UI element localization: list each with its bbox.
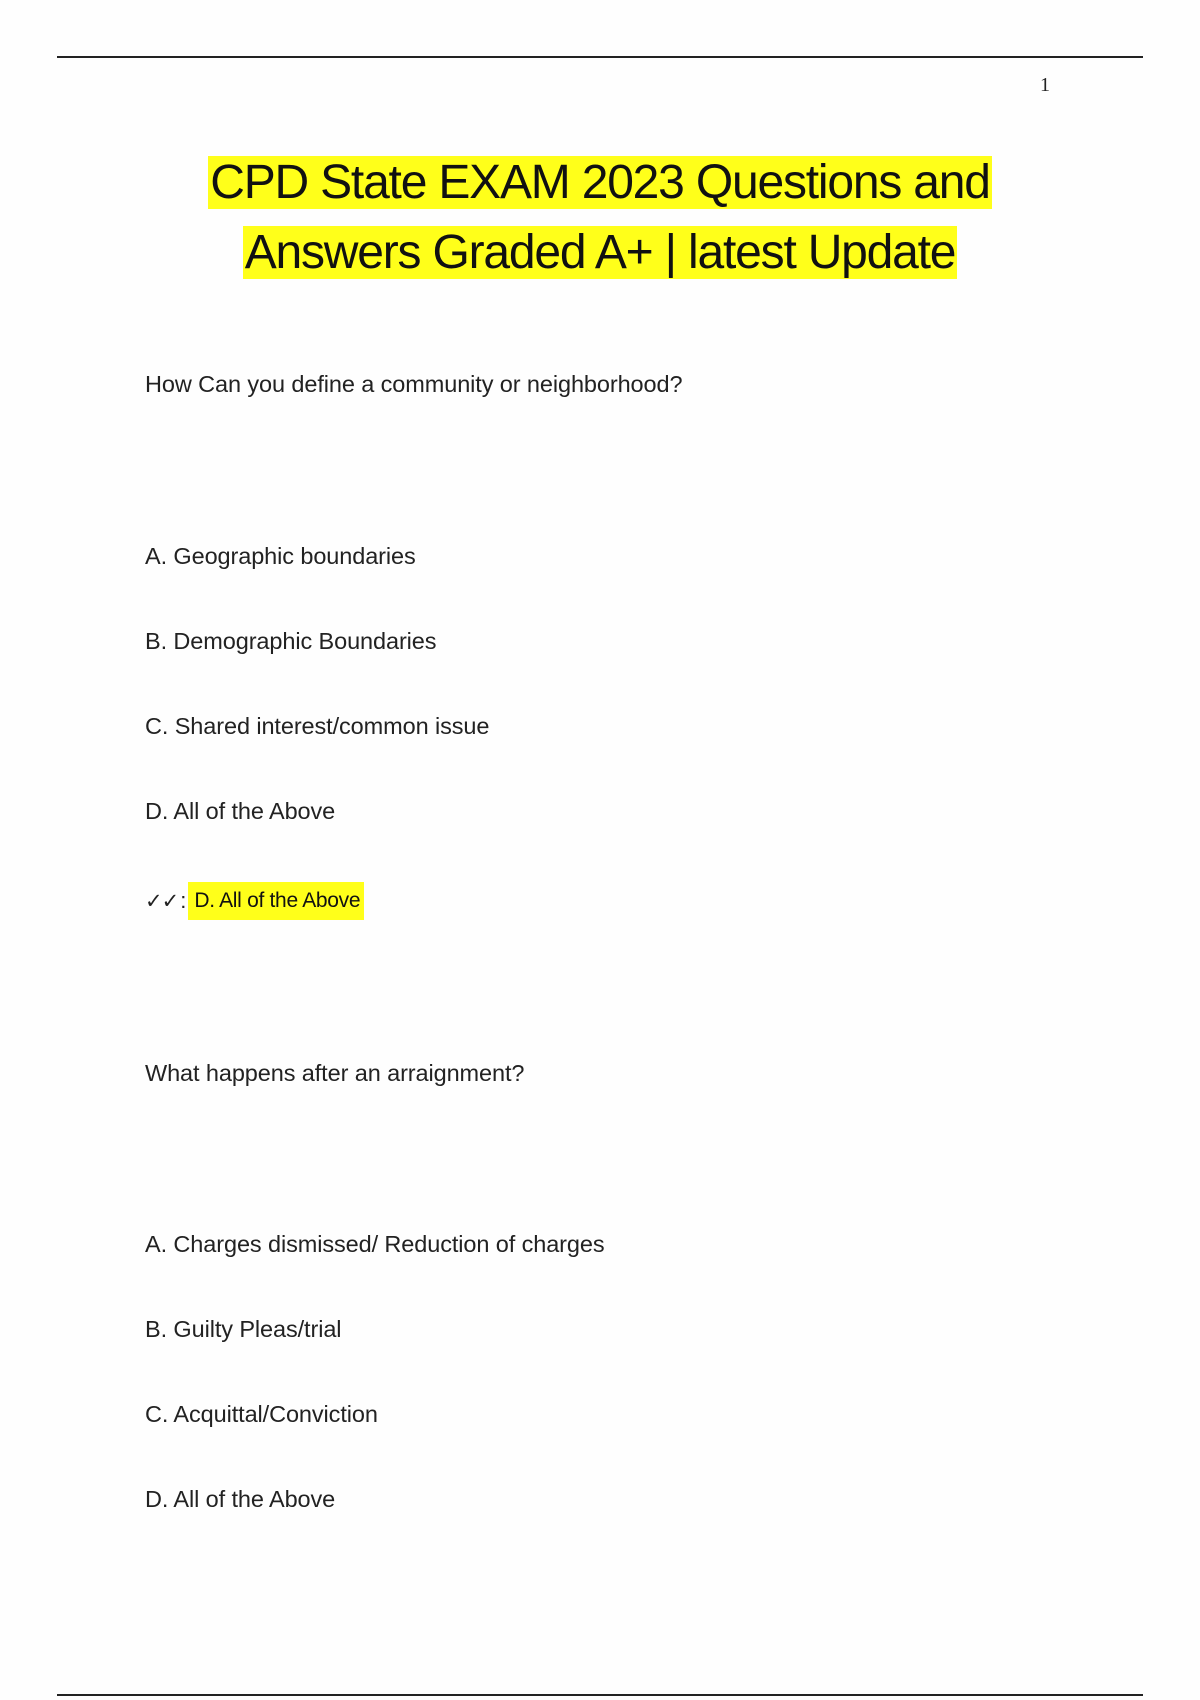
question-2-option-c: C. Acquittal/Conviction [145, 1401, 378, 1427]
footer-rule [57, 1694, 1143, 1696]
double-check-icon: ✓✓ [145, 889, 179, 913]
answer-separator: : [180, 888, 187, 913]
document-title [0, 148, 1200, 288]
header-rule [57, 56, 1143, 58]
question-2-text: What happens after an arraignment? [145, 1060, 525, 1086]
question-1-text: How Can you define a community or neighborhood? [145, 371, 683, 397]
title-line-1: CPD State EXAM 2023 Questions and [210, 156, 990, 209]
question-1-option-b: B. Demographic Boundaries [145, 628, 437, 654]
title-line-2: Answers Graded A+ | latest Update [244, 226, 956, 279]
page-number: 1 [1040, 74, 1050, 96]
question-2-option-a: A. Charges dismissed/ Reduction of charges [145, 1231, 605, 1257]
question-2-option-d: D. All of the Above [145, 1486, 336, 1512]
question-1-option-a: A. Geographic boundaries [145, 543, 416, 569]
question-1-option-c: C. Shared interest/common issue [145, 713, 490, 739]
question-1-answer [145, 882, 364, 920]
question-2-option-b: B. Guilty Pleas/trial [145, 1316, 342, 1342]
question-1-option-d: D. All of the Above [145, 798, 336, 824]
answer-highlight: D. All of the Above [188, 882, 364, 920]
